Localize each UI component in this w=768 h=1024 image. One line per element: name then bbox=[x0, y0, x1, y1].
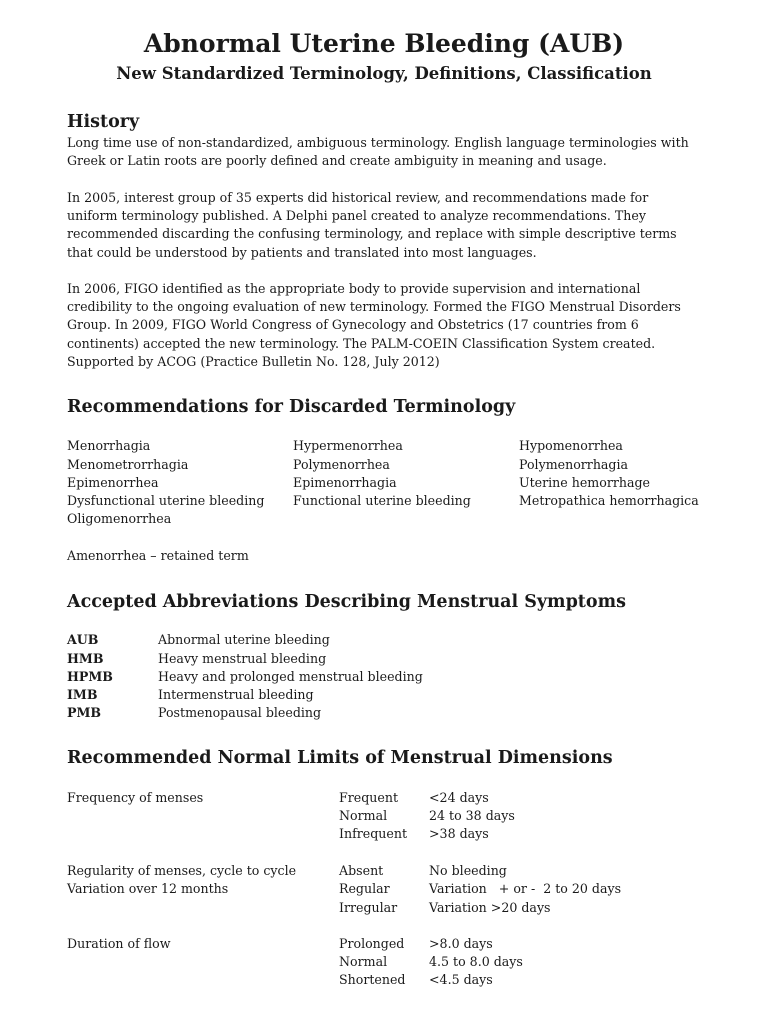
discarded-term: Oligomenorrhea bbox=[67, 511, 172, 526]
abbreviation-meaning: Intermenstrual bleeding bbox=[158, 687, 314, 702]
text-line: recommended discarding the confusing terminology, and replace with simple descriptive terms bbox=[67, 226, 677, 242]
discarded-heading: Recommendations for Discarded Terminology bbox=[67, 397, 516, 417]
dimension-value: <4.5 days bbox=[429, 972, 493, 987]
abbreviations-heading: Accepted Abbreviations Describing Menstrual Symptoms bbox=[67, 592, 626, 612]
text-line: In 2005, interest group of 35 experts did historical review, and recommendations made for bbox=[67, 190, 649, 205]
dimension-term: Prolonged bbox=[339, 936, 405, 951]
dimension-term: Regular bbox=[339, 881, 390, 896]
dimension-value: <24 days bbox=[429, 790, 489, 805]
discarded-term: Epimenorrhea bbox=[67, 475, 159, 490]
abbreviation-meaning: Heavy menstrual bleeding bbox=[158, 651, 327, 666]
abbreviation-code: IMB bbox=[67, 687, 98, 702]
dimension-label: Regularity of menses, cycle to cycle bbox=[67, 863, 297, 878]
abbreviation-code: HPMB bbox=[67, 669, 113, 684]
dimension-label: Variation over 12 months bbox=[67, 881, 229, 896]
abbreviation-code: HMB bbox=[67, 651, 104, 666]
dimension-value: Variation + or - 2 to 20 days bbox=[429, 881, 622, 896]
discarded-term: Hypomenorrhea bbox=[519, 438, 623, 453]
limits-heading: Recommended Normal Limits of Menstrual Dimensions bbox=[67, 748, 613, 768]
dimension-label: Frequency of menses bbox=[67, 790, 204, 805]
text-line: In 2006, FIGO identified as the appropriate body to provide supervision and international bbox=[67, 281, 641, 296]
discarded-term: Hypermenorrhea bbox=[293, 438, 403, 453]
discarded-term: Menometrorrhagia bbox=[67, 457, 189, 472]
document-title: Abnormal Uterine Bleeding (AUB) bbox=[143, 29, 625, 58]
text-line: Supported by ACOG (Practice Bulletin No. 128, July 2012) bbox=[67, 353, 440, 369]
discarded-term: Epimenorrhagia bbox=[293, 475, 397, 490]
dimension-term: Shortened bbox=[339, 972, 406, 987]
discarded-term: Polymenorrhagia bbox=[519, 457, 629, 472]
abbreviation-meaning: Heavy and prolonged menstrual bleeding bbox=[158, 669, 423, 684]
abbreviation-code: PMB bbox=[67, 705, 102, 720]
dimension-value: 4.5 to 8.0 days bbox=[429, 954, 523, 969]
discarded-term: Uterine hemorrhage bbox=[519, 475, 651, 490]
abbreviation-meaning: Abnormal uterine bleeding bbox=[158, 632, 330, 647]
dimension-value: Variation >20 days bbox=[429, 900, 551, 915]
dimension-term: Normal bbox=[339, 954, 388, 969]
text-line: Greek or Latin roots are poorly defined and create ambiguity in meaning and usage. bbox=[67, 153, 607, 169]
history-paragraph bbox=[67, 280, 727, 371]
discarded-term: Metropathica hemorrhagica bbox=[519, 493, 699, 508]
retained-term-note: Amenorrhea – retained term bbox=[67, 548, 249, 563]
text-line: continents) accepted the new terminology. The PALM-COEIN Classification System created. bbox=[67, 335, 656, 351]
dimension-value: >8.0 days bbox=[429, 936, 493, 951]
dimension-term: Absent bbox=[339, 863, 384, 878]
text-line: uniform terminology published. A Delphi panel created to analyze recommendations. They bbox=[67, 208, 646, 224]
document-subtitle: New Standardized Terminology, Definitions, Classification bbox=[116, 64, 652, 83]
dimension-value: No bleeding bbox=[429, 863, 507, 878]
text-line: credibility to the ongoing evaluation of new terminology. Formed the FIGO Menstrual Disorders bbox=[67, 299, 681, 315]
discarded-term: Polymenorrhea bbox=[293, 457, 390, 472]
abbreviation-meaning: Postmenopausal bleeding bbox=[158, 705, 322, 720]
dimension-value: 24 to 38 days bbox=[429, 808, 515, 823]
history-paragraph bbox=[67, 134, 727, 170]
dimension-term: Normal bbox=[339, 808, 388, 823]
dimension-value: >38 days bbox=[429, 826, 489, 841]
discarded-term: Menorrhagia bbox=[67, 438, 151, 453]
history-paragraph bbox=[67, 189, 727, 262]
dimension-label: Duration of flow bbox=[67, 936, 171, 951]
discarded-term: Dysfunctional uterine bleeding bbox=[67, 493, 265, 508]
history-heading: History bbox=[67, 112, 140, 132]
dimension-term: Frequent bbox=[339, 790, 399, 805]
dimension-term: Irregular bbox=[339, 900, 398, 915]
dimension-term: Infrequent bbox=[339, 826, 408, 841]
text-line: Group. In 2009, FIGO World Congress of Gynecology and Obstetrics (17 countries from 6 bbox=[67, 317, 639, 333]
text-line: that could be understood by patients and translated into most languages. bbox=[67, 244, 537, 260]
abbreviation-code: AUB bbox=[67, 632, 99, 647]
text-line: Long time use of non-standardized, ambiguous terminology. English language terminologies with bbox=[67, 135, 689, 150]
discarded-term: Functional uterine bleeding bbox=[293, 493, 471, 508]
